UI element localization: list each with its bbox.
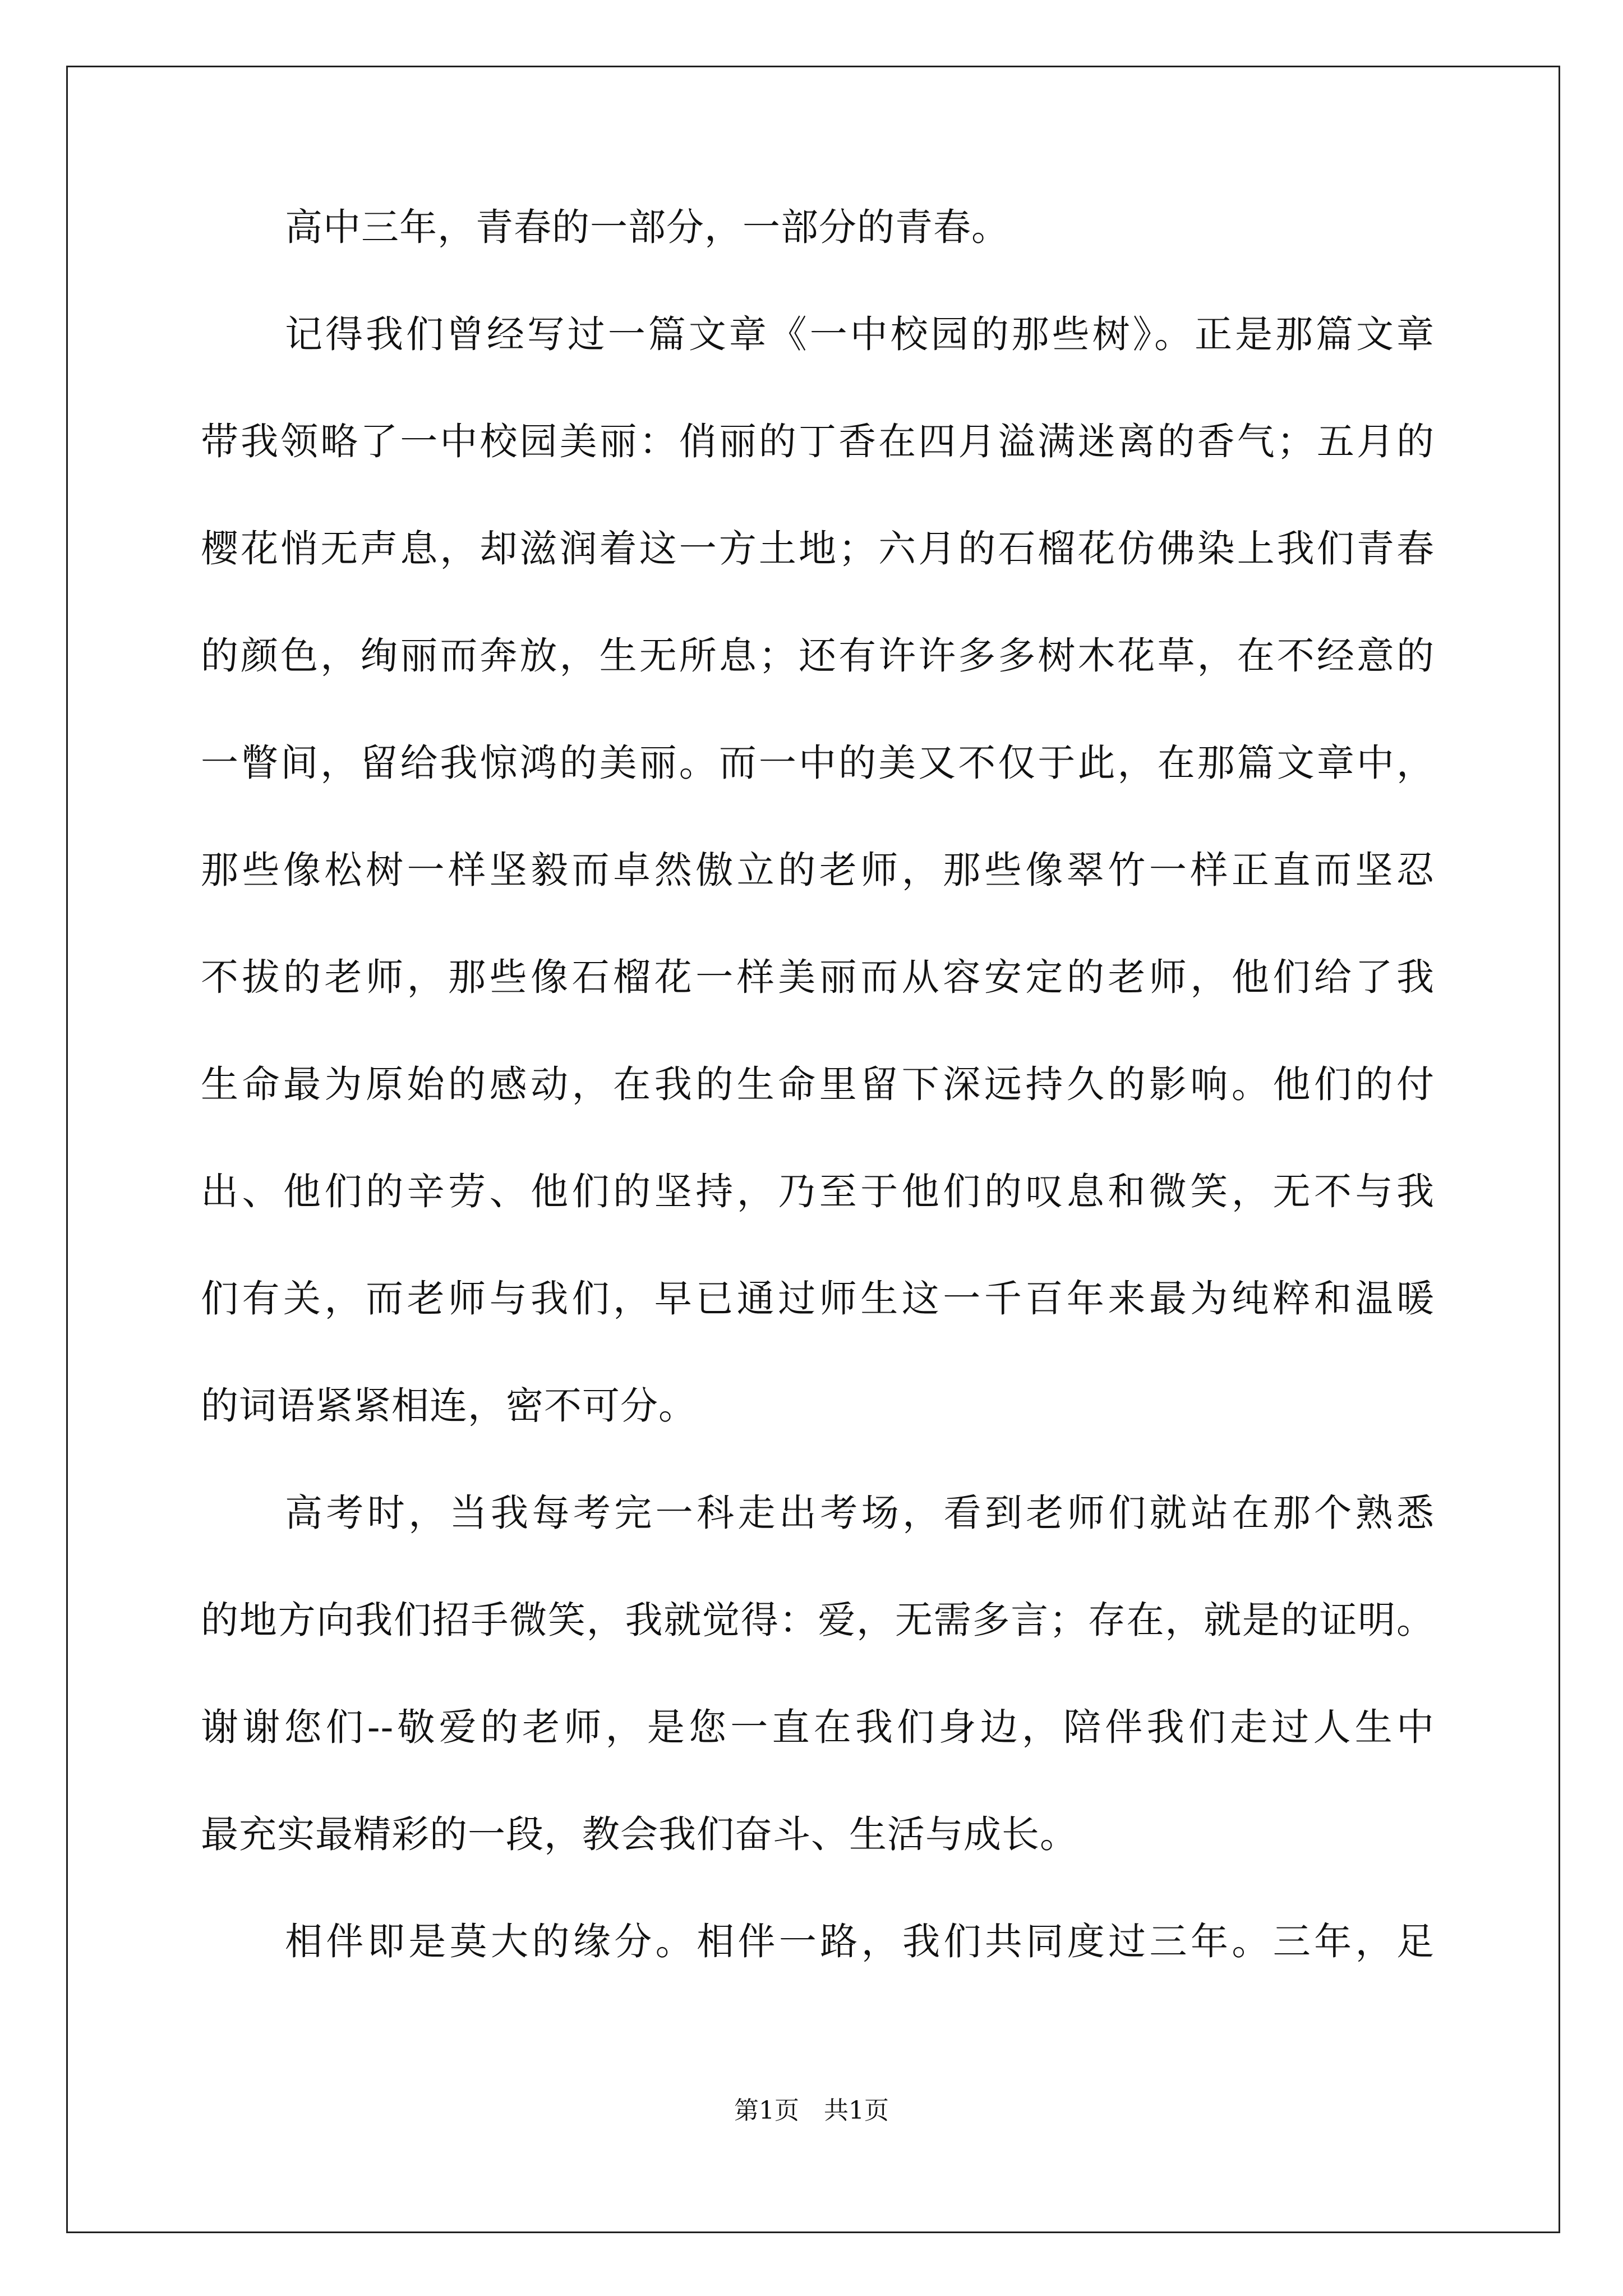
paragraph-line: 带我领略了一中校园美丽：俏丽的丁香在四月溢满迷离的香气；五月的 (201, 420, 1435, 463)
paragraph-line: 那些像松树一样坚毅而卓然傲立的老师，那些像翠竹一样正直而坚忍 (201, 848, 1435, 892)
page-number-footer: 第1页 共1页 (734, 2096, 889, 2125)
paragraph-line: 最充实最精彩的一段，教会我们奋斗、生活与成长。 (201, 1812, 1078, 1856)
paragraph-line: 生命最为原始的感动，在我的生命里留下深远持久的影响。他们的付 (201, 1062, 1435, 1106)
paragraph-line: 不拔的老师，那些像石榴花一样美丽而从容安定的老师，他们给了我 (201, 955, 1435, 999)
paragraph-line: 记得我们曾经写过一篇文章《一中校园的那些树》。正是那篇文章 (285, 312, 1435, 356)
paragraph-line: 樱花悄无声息，却滋润着这一方土地；六月的石榴花仿佛染上我们青春 (201, 527, 1435, 570)
paragraph-line: 的词语紧紧相连，密不可分。 (201, 1384, 697, 1428)
document-body (201, 205, 1435, 2030)
paragraph-line: 高考时，当我每考完一科走出考场，看到老师们就站在那个熟悉 (285, 1491, 1435, 1535)
paragraph-line: 的地方向我们招手微笑，我就觉得：爱，无需多言；存在，就是的证明。 (201, 1598, 1435, 1642)
paragraph-line: 相伴即是莫大的缘分。相伴一路，我们共同度过三年。三年，足 (285, 1920, 1435, 1963)
paragraph-line: 的颜色，绚丽而奔放，生无所息；还有许许多多树木花草，在不经意的 (201, 634, 1435, 678)
paragraph-line: 一瞥间，留给我惊鸿的美丽。而一中的美又不仅于此，在那篇文章中， (201, 741, 1435, 785)
paragraph-line: 出、他们的辛劳、他们的坚持，乃至于他们的叹息和微笑，无不与我 (201, 1170, 1435, 1213)
paragraph-line: 高中三年，青春的一部分，一部分的青春。 (285, 205, 1009, 249)
paragraph-line: 谢谢您们--敬爱的老师，是您一直在我们身边，陪伴我们走过人生中 (201, 1705, 1435, 1749)
paragraph-line: 们有关，而老师与我们，早已通过师生这一千百年来最为纯粹和温暖 (201, 1277, 1435, 1320)
